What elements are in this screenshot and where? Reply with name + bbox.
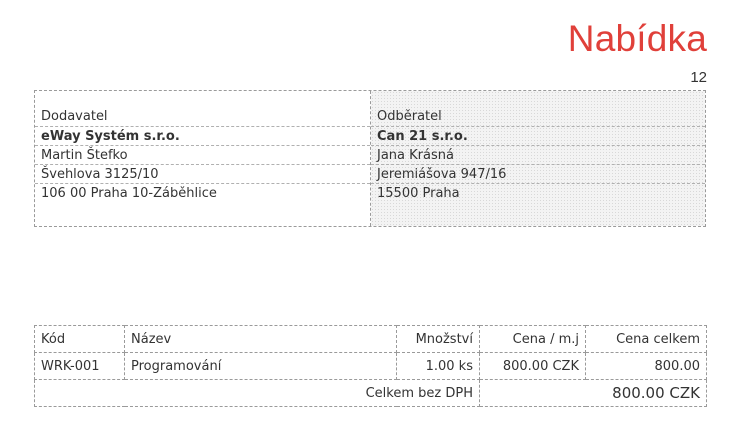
cell-unit-price: 800.00 CZK <box>480 353 586 380</box>
total-row <box>35 380 707 407</box>
document-number: 12 <box>690 69 707 86</box>
header-name: Název <box>125 326 397 353</box>
supplier-street: Švehlova 3125/10 <box>35 165 370 184</box>
cell-name: Programování <box>125 353 397 380</box>
supplier-city: 106 00 Praha 10-Záběhlice <box>41 186 217 201</box>
header-quantity: Množství <box>397 326 480 353</box>
table-row <box>35 353 707 380</box>
total-label: Celkem bez DPH <box>35 380 480 407</box>
supplier-heading: Dodavatel <box>35 91 370 127</box>
cell-quantity: 1.00 ks <box>397 353 480 380</box>
items-header-row <box>35 326 707 353</box>
total-value: 800.00 CZK <box>480 380 707 407</box>
customer-heading: Odběratel <box>371 91 705 127</box>
customer-contact: Jana Krásná <box>371 146 705 165</box>
customer-street: Jeremiášova 947/16 <box>371 165 705 184</box>
customer-section <box>371 91 705 226</box>
supplier-contact: Martin Štefko <box>35 146 370 165</box>
header-unit-price: Cena / m.j <box>480 326 586 353</box>
customer-company: Can 21 s.r.o. <box>371 127 705 146</box>
header-code: Kód <box>35 326 125 353</box>
header-total-price: Cena celkem <box>586 326 707 353</box>
customer-city: 15500 Praha <box>377 186 460 201</box>
items-table <box>34 325 707 407</box>
parties-box <box>34 90 706 227</box>
document-title: Nabídka <box>567 18 707 59</box>
cell-code: WRK-001 <box>35 353 125 380</box>
supplier-company: eWay Systém s.r.o. <box>35 127 370 146</box>
supplier-section <box>35 91 371 226</box>
cell-total-price: 800.00 <box>586 353 707 380</box>
